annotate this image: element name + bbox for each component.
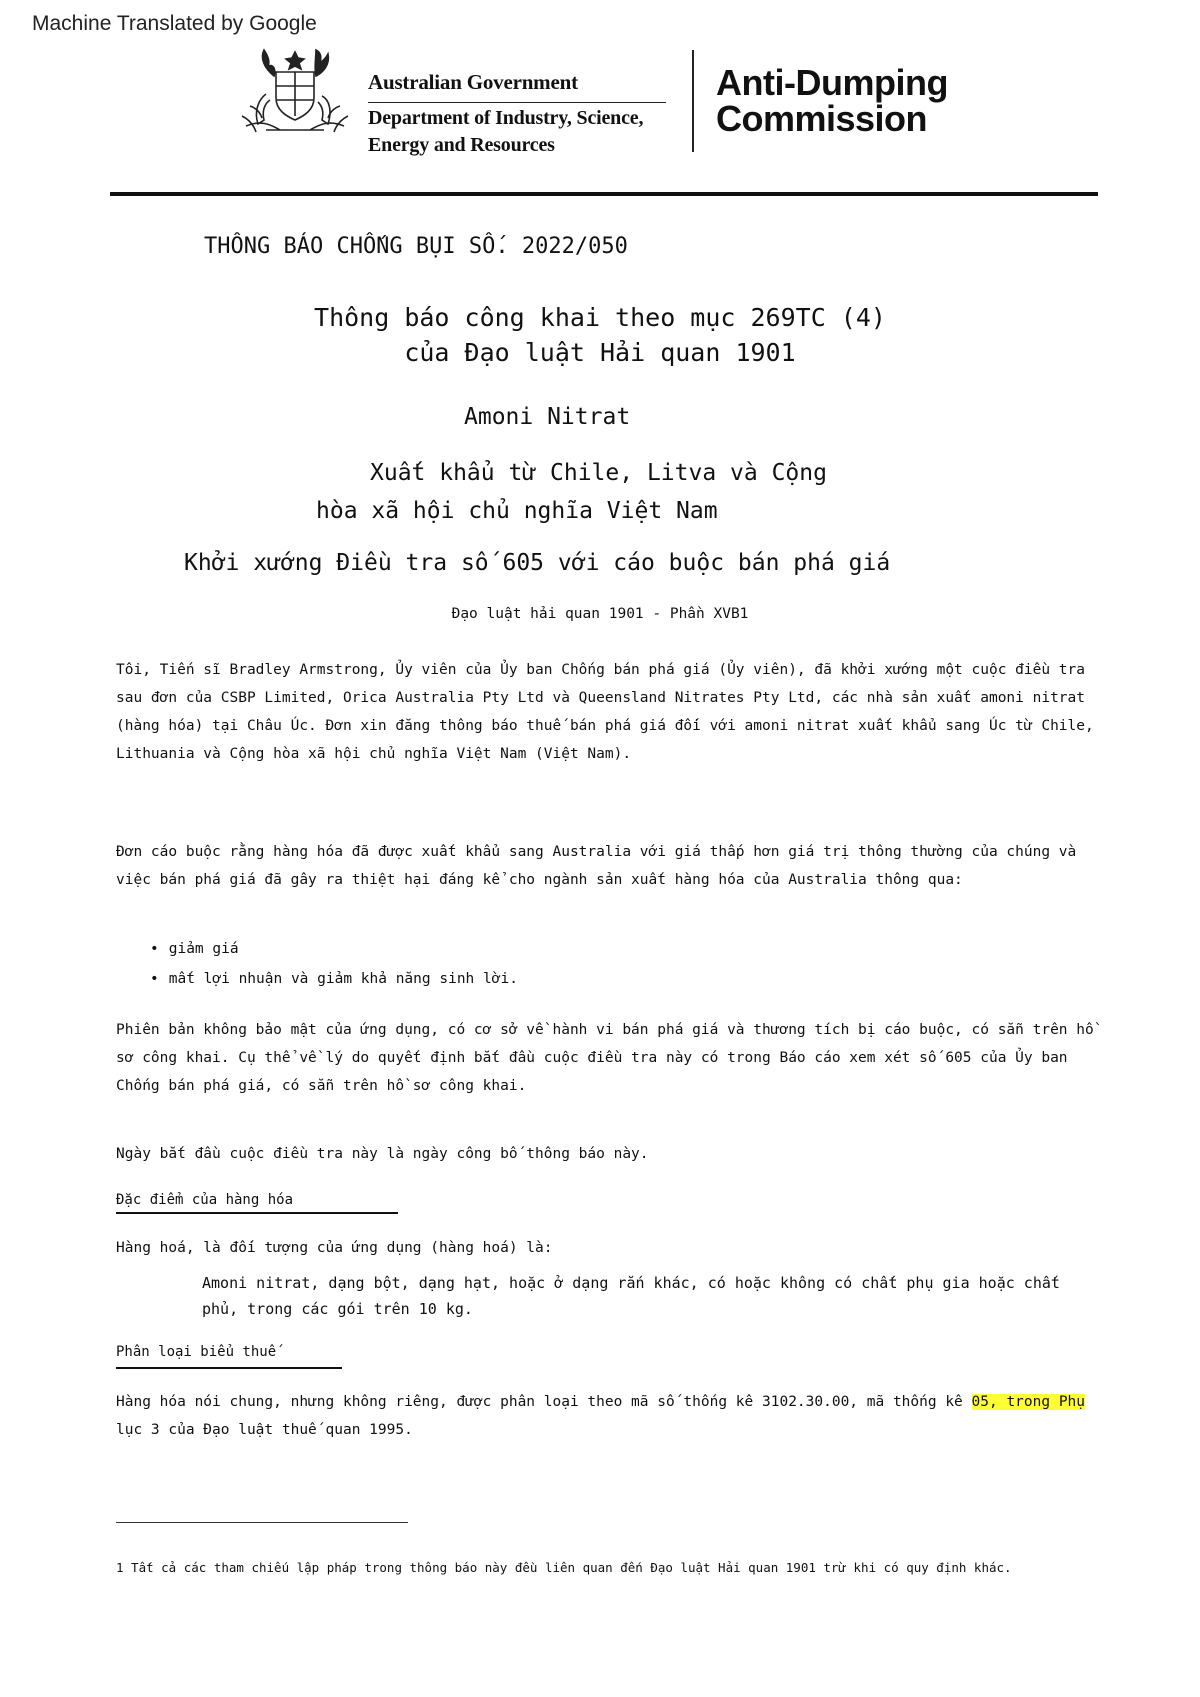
notice-number: THÔNG BÁO CHỐNG BỤI SỐ. 2022/050 [204,234,628,259]
goods-name: Amoni Nitrat [464,404,631,430]
tariff-text-start: Hàng hóa nói chung, nhưng không riêng, được phân loại theo mã số thống kê 3102.30.00, mã thống kê [116,1394,963,1410]
injury-bullet-list [150,934,518,994]
paragraph-start-date: Ngày bắt đầu cuộc điều tra này là ngày công bố thông báo này. [116,1146,649,1162]
machine-translation-badge: Machine Translated by Google [32,12,317,35]
tariff-text-end: lục 3 của Đạo luật thuế quan 1995. [116,1422,413,1438]
origin-line1: Xuất khẩu từ Chile, Litva và Cộng [370,460,827,486]
department-name-line2: Energy and Resources [368,134,555,156]
initiation-heading: Khởi xướng Điều tra số 605 với cáo buộc bán phá giá [184,550,891,576]
government-name: Australian Government [368,70,578,94]
origin-line2: hòa xã hội chủ nghĩa Việt Nam [316,498,718,524]
coat-of-arms-icon [236,46,354,138]
goods-section-heading: Đặc điểm của hàng hóa [116,1192,294,1208]
tariff-section-heading: Phân loại biểu thuế [116,1344,277,1360]
department-name-line1: Department of Industry, Science, [368,107,644,129]
commission-name-line1: Anti-Dumping [716,62,948,103]
tariff-heading-underline [116,1367,342,1369]
paragraph-public-record: Phiên bản không bảo mật của ứng dụng, có cơ sở về hành vi bán phá giá và thương tích bị cáo buộc, có sẵn trên hồ sơ công khai. Cụ thể về lý do quyết định bắt đầu cuộc điều tra này có trong Báo cáo xem xét số 605 của Ủy ban Chống bán phá giá, có sẵn trên hồ sơ công khai. [116,1022,1094,1094]
footnote-rule [116,1522,408,1523]
logo-divider [692,50,694,152]
goods-intro: Hàng hoá, là đối tượng của ứng dụng (hàng hoá) là: [116,1240,553,1256]
header-rule [110,192,1098,196]
notice-title-line1: Thông báo công khai theo mục 269TC (4) [314,303,886,332]
highlighted-text: 05, trong Phụ [971,1394,1086,1410]
list-item: • giảm giá [150,934,518,964]
tariff-classification-text [116,1388,1096,1444]
goods-heading-underline [116,1212,398,1214]
paragraph-initiation: Tôi, Tiến sĩ Bradley Armstrong, Ủy viên của Ủy ban Chống bán phá giá (Ủy viên), đã khởi xướng một cuộc điều tra sau đơn của CSBP Limited, Orica Australia Pty Ltd và Queensland Nitrates Pty Ltd, các nhà sản xuất amoni nitrat (hàng hóa) tại Châu Úc. Đơn xin đăng thông báo thuế bán phá giá đối với amoni nitrat xuất khẩu sang Úc từ Chile, Lithuania và Cộng hòa xã hội chủ nghĩa Việt Nam (Việt Nam). [116,662,1094,762]
goods-description: Amoni nitrat, dạng bột, dạng hạt, hoặc ở dạng rắn khác, có hoặc không có chất phụ gia hoặc chất phủ, trong các gói trên 10 kg. [202,1274,1060,1318]
notice-title-line2: của Đạo luật Hải quan 1901 [404,338,796,367]
commission-name-line2: Commission [716,98,928,139]
government-name-rule [368,102,666,103]
act-reference: Đạo luật hải quan 1901 - Phần XVB1 [451,606,749,622]
paragraph-allegation: Đơn cáo buộc rằng hàng hóa đã được xuất khẩu sang Australia với giá thấp hơn giá trị thông thường của chúng và việc bán phá giá đã gây ra thiệt hại đáng kể cho ngành sản xuất hàng hóa của Australia thông qua: [116,844,1077,888]
list-item: • mất lợi nhuận và giảm khả năng sinh lời. [150,964,518,994]
footnote: 1 Tất cả các tham chiếu lập pháp trong thông báo này đều liên quan đến Đạo luật Hải quan 1901 trừ khi có quy định khác. [116,1560,1012,1575]
